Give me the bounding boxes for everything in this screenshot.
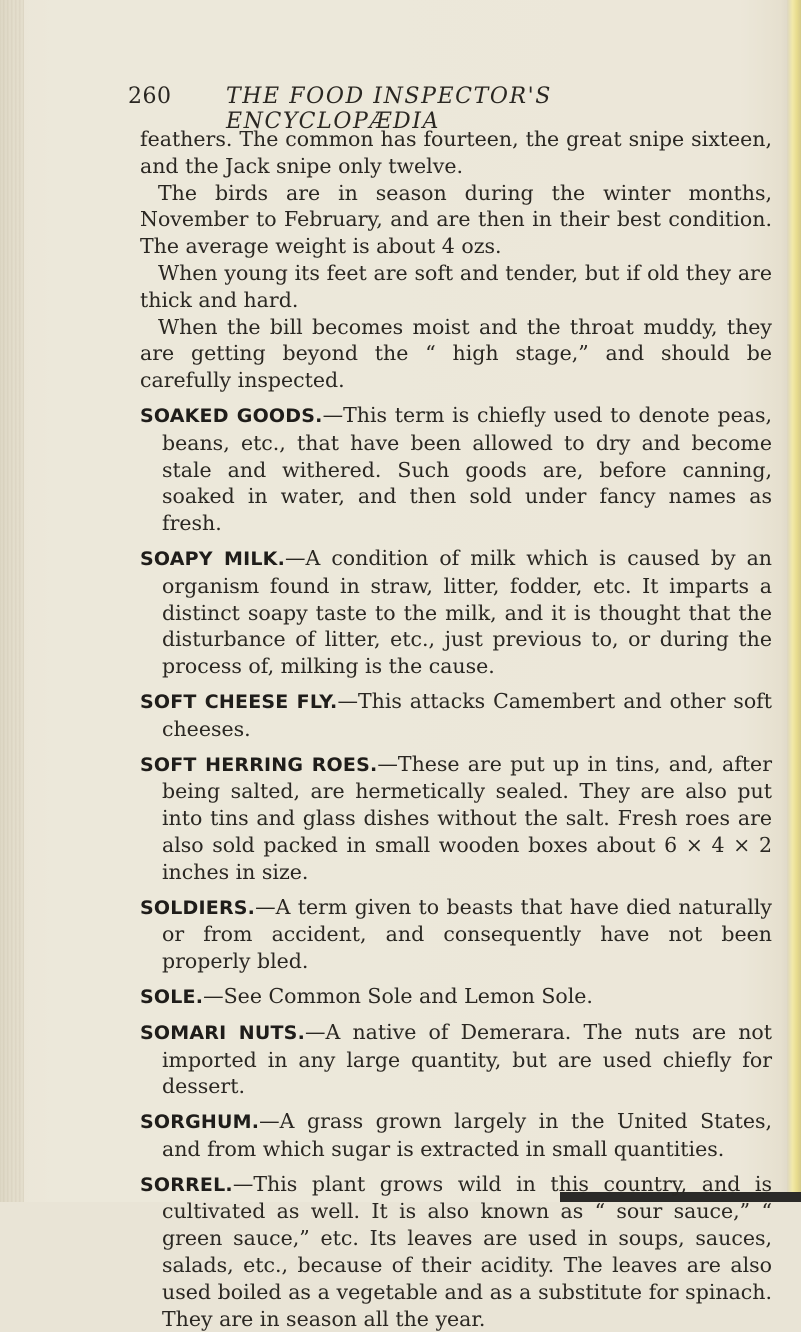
entry-somari-nuts bbox=[140, 1019, 772, 1100]
entry-text: —A term given to beasts that have died naturally or from accident, and consequently have not been properly bled. bbox=[162, 894, 772, 974]
entry-term: SORGHUM. bbox=[140, 1111, 260, 1134]
entry-soaked-goods bbox=[140, 402, 772, 537]
entry-text: —This plant grows wild in this country, and is cultivated as well. It is also known as “ sour sauce,” “ green sauce,” etc. Its leaves are used in soups, sauces, salads, etc., because of their acidity. The leaves are also used boiled as a vegetable and as a substitute for spinach. They are in season all the year. bbox=[162, 1171, 772, 1331]
continuation-paragraph: feathers. The common has fourteen, the great snipe sixteen, and the Jack snipe only twelve. bbox=[140, 127, 772, 178]
entry-term: SOFT CHEESE FLY. bbox=[140, 690, 338, 713]
entry-term: SOAPY MILK. bbox=[140, 547, 286, 570]
continuation-paragraph: When the bill becomes moist and the throat muddy, they are getting beyond the “ high stage,” and should be carefully inspected. bbox=[140, 314, 772, 393]
body-text bbox=[140, 126, 772, 1332]
entry-text: —These are put up in tins, and, after being salted, are hermetically sealed. They are also put into tins and glass dishes without the salt. Fresh roes are also sold packed in small wooden boxes about 6 × 4 × 2 inches in size. bbox=[162, 751, 772, 884]
entry-soapy-milk bbox=[140, 545, 772, 680]
entry-text: —See Common Sole and Lemon Sole. bbox=[203, 983, 593, 1008]
entry-text: —A condition of milk which is caused by an organism found in straw, litter, fodder, etc. It imparts a distinct soapy taste to the milk, and it is thought that the disturbance of litter, etc., just previous to, or during the process of, milking is the cause. bbox=[162, 545, 772, 679]
entry-text: —This term is chiefly used to denote peas, beans, etc., that have been allowed to dry and become stale and withered. Such goods are, before canning, soaked in water, and then sold under fancy names as fresh. bbox=[162, 402, 773, 536]
entry-term: SOLE. bbox=[140, 985, 204, 1008]
entry-sorrel bbox=[140, 1171, 772, 1332]
running-title: THE FOOD INSPECTOR'S ENCYCLOPÆDIA bbox=[226, 84, 552, 134]
entry-text: —A native of Demerara. The nuts are not imported in any large quantity, but are used chiefly for dessert. bbox=[162, 1019, 773, 1099]
entry-soft-cheese-fly bbox=[140, 688, 772, 743]
running-header bbox=[128, 84, 768, 134]
entry-sole bbox=[140, 983, 772, 1011]
entry-soldiers bbox=[140, 894, 772, 975]
page-edge bbox=[787, 0, 801, 1202]
entry-text: —This attacks Camembert and other soft cheeses. bbox=[162, 688, 772, 741]
page-gutter bbox=[0, 0, 24, 1202]
entry-sorghum bbox=[140, 1108, 772, 1163]
entry-term: SOLDIERS. bbox=[140, 896, 256, 919]
entry-term: SOAKED GOODS. bbox=[140, 404, 323, 427]
entry-term: SOMARI NUTS. bbox=[140, 1021, 305, 1044]
entry-text: —A grass grown largely in the United States, and from which sugar is extracted in small quantities. bbox=[162, 1109, 772, 1161]
entry-term: SOFT HERRING ROES. bbox=[140, 753, 378, 776]
entry-term: SORREL. bbox=[140, 1173, 233, 1196]
page-number: 260 bbox=[128, 84, 172, 109]
continuation-paragraph: The birds are in season during the winter months, November to February, and are then in their best condition. The average weight is about 4 ozs. bbox=[140, 180, 772, 259]
continuation-paragraph: When young its feet are soft and tender, but if old they are thick and hard. bbox=[140, 260, 772, 312]
entry-soft-herring-roes bbox=[140, 751, 772, 886]
